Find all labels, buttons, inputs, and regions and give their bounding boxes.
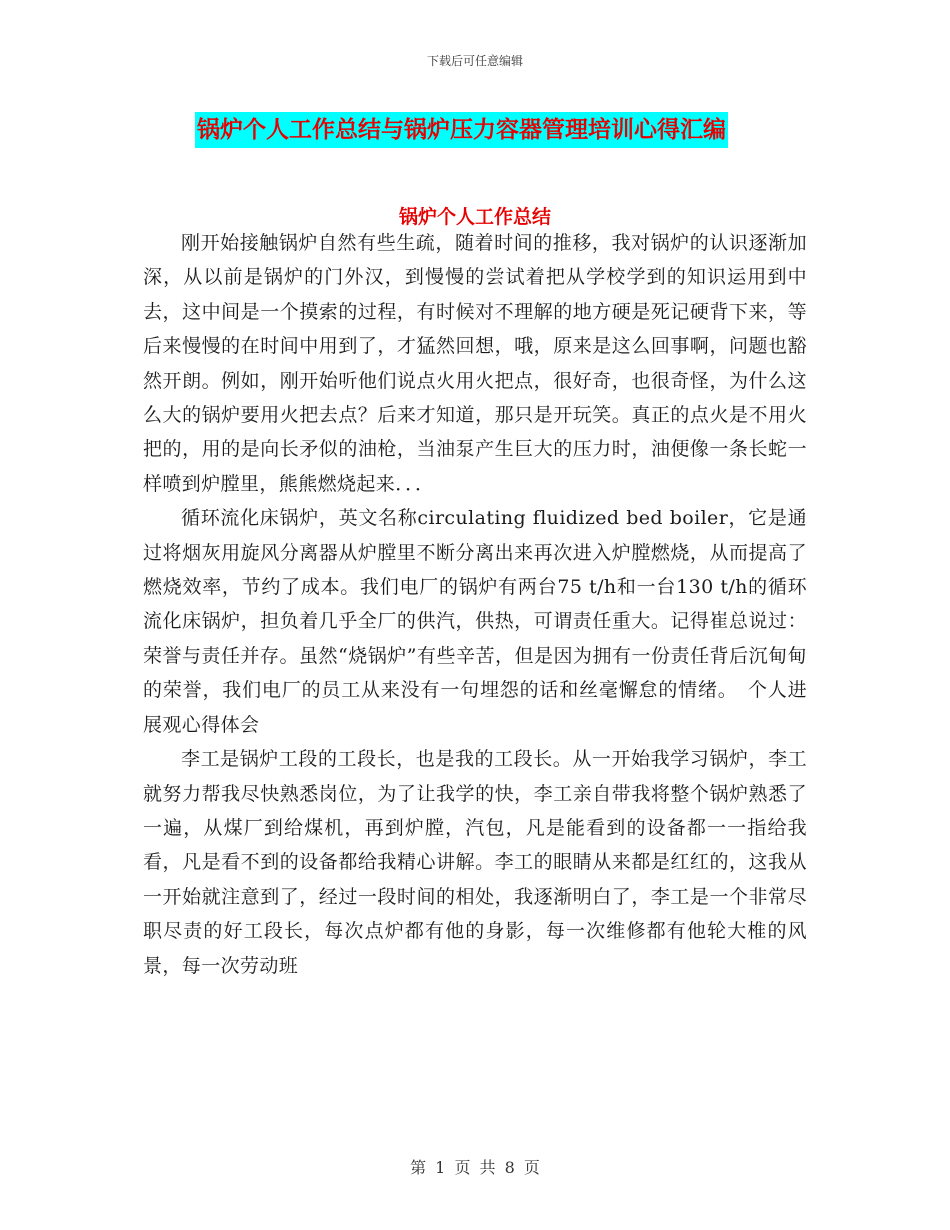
paragraph-1: 刚开始接触锅炉自然有些生疏，随着时间的推移，我对锅炉的认识逐渐加深，从以前是锅炉的门外汉，到慢慢的尝试着把从学校学到的知识运用到中去，这中间是一个摸索的过程，有时候对不理解的地方硬是死记硬背下来，等后来慢慢的在时间中用到了，才猛然回想，哦，原来是这么回事啊，问题也豁然开朗。例如，刚开始听他们说点火用火把点，很好奇，也很奇怪，为什么这么大的锅炉要用火把去点？后来才知道，那只是开玩笑。真正的点火是不用火把的，用的是向长矛似的油枪，当油泵产生巨大的压力时，油便像一条长蛇一样喷到炉膛里，熊熊燃烧起来．．． [143,232,807,495]
page-number-footer: 第 1 页 共 8 页 [410,1158,540,1177]
paragraph-2: 循环流化床锅炉，英文名称circulating fluidized bed boiler，它是通过将烟灰用旋风分离器从炉膛里不断分离出来再次进入炉膛燃烧，从而提高了燃烧效率，节约了成本。我们电厂的锅炉有两台75 t/h和一台130 t/h的循环流化床锅炉，担负着几乎全厂的供汽，供热，可谓责任重大。记得崔总说过：荣誉与责任并存。虽然“烧锅炉”有些辛苦，但是因为拥有一份责任背后沉甸甸的荣誉，我们电厂的员工从来没有一句埋怨的话和丝毫懈怠的情绪。 个人进展观心得体会 [143,507,807,736]
document-title: 锅炉个人工作总结与锅炉压力容器管理培训心得汇编 [195,112,728,148]
page-header-note: 下载后可任意编辑 [426,54,523,68]
paragraph-3: 李工是锅炉工段的工段长，也是我的工段长。从一开始我学习锅炉，李工就努力帮我尽快熟悉岗位，为了让我学的快，李工亲自带我将整个锅炉熟悉了一遍，从煤厂到给煤机，再到炉膛，汽包，凡是能看到的设备都一一指给我看，凡是看不到的设备都给我精心讲解。李工的眼睛从来都是红红的，这我从一开始就注意到了，经过一段时间的相处，我逐渐明白了，李工是一个非常尽职尽责的好工段长，每次点炉都有他的身影，每一次维修都有他轮大椎的风景，每一次劳动班 [143,748,807,977]
body-text [143,226,807,983]
section-heading: 锅炉个人工作总结 [398,206,551,228]
